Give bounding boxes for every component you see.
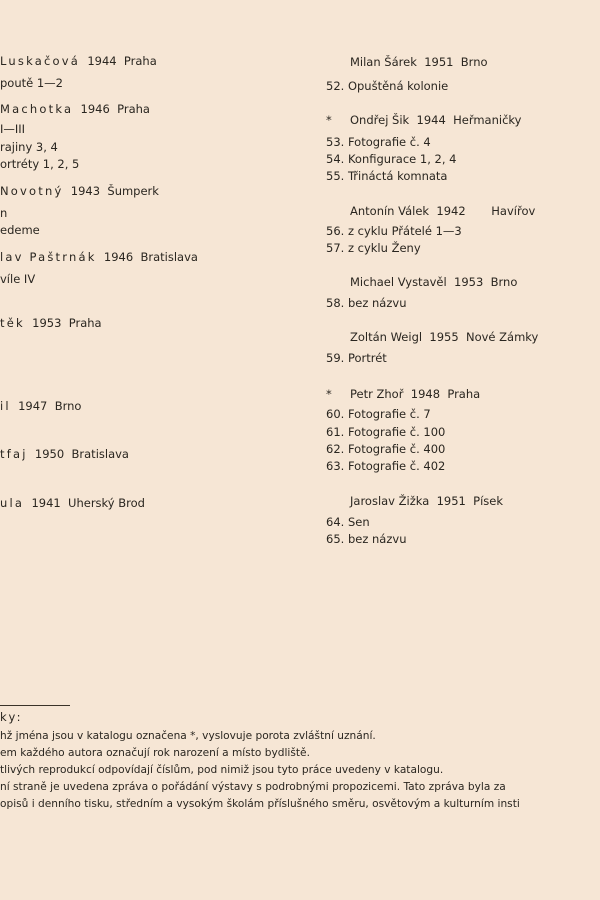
author-name: Machotka (0, 102, 74, 116)
author-name: Petr Zhoř (350, 387, 404, 401)
birth-year: 1944 (416, 113, 446, 127)
work-title: Fotografie č. 402 (347, 459, 446, 473)
birth-year: 1948 (410, 387, 441, 401)
footnote-rule (0, 705, 70, 706)
author-name: Milan Šárek (350, 55, 417, 69)
birth-year: 1953 (32, 316, 62, 330)
work-entry (326, 169, 447, 183)
work-title: Třináctá komnata (347, 169, 448, 183)
residence: Brno (54, 399, 82, 413)
award-star: * (326, 387, 332, 401)
residence: Písek (473, 494, 504, 508)
author-name: ula (0, 496, 25, 510)
author-entry (0, 184, 159, 198)
work-title: bez názvu (347, 532, 407, 546)
author-entry (350, 275, 517, 289)
author-name: tfaj (0, 447, 28, 461)
residence: Praha (123, 54, 157, 68)
note-line: tlivých reprodukcí odpovídají číslům, pod nimiž jsou tyto práce uvedeny v katalogu. (0, 764, 444, 776)
work-number: 60. (326, 407, 345, 421)
work-entry (326, 152, 456, 166)
work-entry (326, 407, 431, 421)
author-entry (0, 399, 81, 413)
residence: Heřmaničky (453, 113, 522, 127)
work-number: 52. (326, 79, 345, 93)
work-title: n (0, 206, 8, 220)
work-number: 62. (326, 442, 345, 456)
work-number: 54. (326, 152, 345, 166)
note-line: em každého autora označují rok narození a místo bydliště. (0, 747, 310, 759)
work-title: z cyklu Přátelé 1—3 (347, 224, 462, 238)
author-name: Zoltán Weigl (350, 330, 423, 344)
work-title: ortréty 1, 2, 5 (0, 157, 80, 171)
work-number: 59. (326, 351, 345, 365)
note-line: ní straně je uvedena zpráva o pořádání výstavy s podrobnými propozicemi. Tato zpráva byla za (0, 781, 506, 793)
work-title: víle IV (0, 272, 36, 286)
work-title: Portrét (347, 351, 387, 365)
work-title: Sen (347, 515, 370, 529)
author-name: Luskačová (0, 54, 81, 68)
author-name: Jaroslav Žižka (350, 494, 430, 508)
work-number: 65. (326, 532, 345, 546)
birth-year: 1946 (80, 102, 110, 116)
author-entry (0, 54, 157, 68)
work-number: 58. (326, 296, 345, 310)
work-entry (326, 135, 431, 149)
residence: Bratislava (140, 250, 198, 264)
work-entry (326, 532, 407, 546)
birth-year: 1943 (70, 184, 101, 198)
author-name: il (0, 399, 11, 413)
birth-year: 1941 (31, 496, 61, 510)
note-line: opisů i denního tisku, středním a vysokým školám příslušného směru, osvětovým a kulturním insti (0, 798, 520, 810)
work-title: I—III (0, 122, 26, 136)
award-star: * (326, 113, 332, 127)
residence: Nové Zámky (465, 330, 539, 344)
work-title: Fotografie č. 4 (347, 135, 431, 149)
work-title: poutě 1—2 (0, 76, 63, 90)
author-name: Ondřej Šik (350, 113, 410, 127)
residence: Brno (460, 55, 488, 69)
work-title: Fotografie č. 100 (347, 425, 446, 439)
author-entry (350, 55, 488, 69)
work-number: 56. (326, 224, 345, 238)
birth-year: 1946 (103, 250, 134, 264)
author-entry (350, 330, 538, 344)
note-line: hž jména jsou v katalogu označena *, vyslovuje porota zvláštní uznání. (0, 730, 376, 742)
author-entry (350, 494, 503, 508)
work-number: 55. (326, 169, 345, 183)
notes-heading: ky: (0, 710, 23, 724)
author-name: Antonín Válek (350, 204, 430, 218)
birth-year: 1953 (454, 275, 484, 289)
author-name: těk (0, 316, 25, 330)
author-entry (0, 316, 102, 330)
work-entry (326, 442, 445, 456)
birth-year: 1950 (34, 447, 65, 461)
work-title: z cyklu Ženy (347, 241, 421, 255)
work-title: Fotografie č. 7 (347, 407, 431, 421)
author-name: lav Paštrnák (0, 250, 97, 264)
work-number: 63. (326, 459, 345, 473)
residence: Uherský Brod (68, 496, 145, 510)
author-entry (0, 250, 198, 264)
author-name: Michael Vystavěl (350, 275, 447, 289)
work-entry (326, 79, 448, 93)
birth-year: 1942 (436, 204, 466, 218)
work-title: Konfigurace 1, 2, 4 (347, 152, 457, 166)
birth-year: 1951 (436, 494, 466, 508)
work-number: 64. (326, 515, 345, 529)
work-title: Opuštěná kolonie (347, 79, 449, 93)
author-name: Novotný (0, 184, 64, 198)
author-entry (326, 387, 480, 401)
work-entry (326, 224, 462, 238)
residence: Praha (117, 102, 150, 116)
author-entry (0, 102, 150, 116)
residence: Bratislava (71, 447, 129, 461)
work-title: Fotografie č. 400 (347, 442, 446, 456)
residence: Šumperk (107, 184, 159, 198)
residence: Praha (447, 387, 481, 401)
birth-year: 1947 (18, 399, 48, 413)
birth-year: 1951 (424, 55, 454, 69)
work-entry (326, 351, 387, 365)
author-entry (0, 496, 145, 510)
birth-year: 1944 (87, 54, 117, 68)
residence: Praha (68, 316, 102, 330)
work-entry (326, 459, 445, 473)
author-entry (326, 113, 521, 127)
author-entry (350, 204, 535, 218)
work-number: 53. (326, 135, 345, 149)
work-entry (326, 296, 407, 310)
work-title: edeme (0, 223, 40, 237)
author-entry (0, 447, 129, 461)
work-number: 57. (326, 241, 345, 255)
residence: Havířov (491, 204, 536, 218)
work-number: 61. (326, 425, 345, 439)
residence: Brno (490, 275, 518, 289)
work-entry (326, 241, 421, 255)
work-title: bez názvu (347, 296, 407, 310)
work-title: rajiny 3, 4 (0, 140, 58, 154)
work-entry (326, 515, 370, 529)
work-entry (326, 425, 445, 439)
birth-year: 1955 (429, 330, 459, 344)
